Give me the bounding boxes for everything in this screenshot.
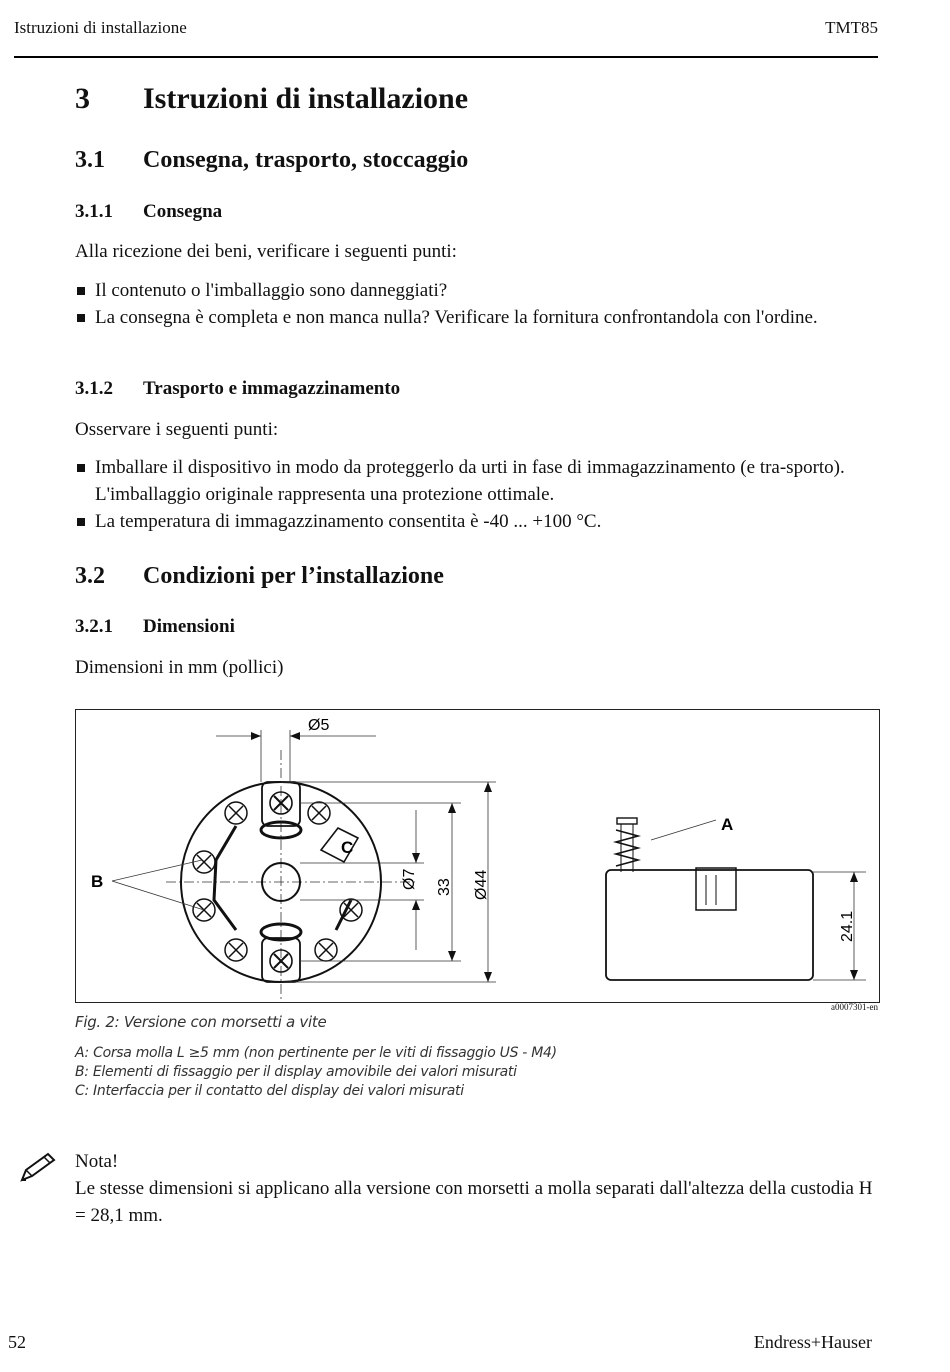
- bullet-square-icon: [77, 314, 85, 322]
- fixing-element-left: [214, 826, 236, 930]
- chapter-number: 3: [75, 82, 90, 115]
- legend-item-c: C: Interfaccia per il contatto del display dei valori misurati: [75, 1083, 464, 1099]
- section-title: Consegna, trasporto, stoccaggio: [143, 147, 469, 173]
- paragraph: Dimensioni in mm (pollici): [75, 657, 284, 678]
- dim-33-label: 33: [436, 878, 453, 896]
- housing-side-view: [606, 870, 813, 980]
- dimension-drawing: [75, 709, 880, 1003]
- dim-d5-label: Ø5: [308, 717, 330, 734]
- footer-brand: Endress+Hauser: [753, 1332, 872, 1352]
- section-title: Dimensioni: [143, 616, 235, 637]
- section-3-2-heading: [75, 563, 444, 590]
- list-item: Imballare il dispositivo in modo da proteggerlo da urti in fase di immagazzinamento (e tra-sporto). L'imballaggio originale rappresenta una protezione ottimale.: [75, 454, 865, 508]
- fixing-element-right: [336, 900, 351, 930]
- list-item: La consegna è completa e non manca nulla? Verificare la fornitura confrontandola con l'ordine.: [75, 304, 865, 331]
- section-title: Consegna: [143, 201, 223, 222]
- technical-drawing-svg: [76, 710, 879, 1002]
- list-item: La temperatura di immagazzinamento consentita è -40 ... +100 °C.: [75, 508, 865, 535]
- section-number: 3.2.1: [75, 616, 113, 637]
- dim-24-1-label: 24.1: [839, 910, 856, 942]
- bullet-list-trasporto: [75, 454, 865, 535]
- section-number: 3.1: [75, 147, 105, 173]
- header-product: TMT85: [825, 18, 878, 37]
- section-3-1-heading: [75, 147, 468, 174]
- bullet-square-icon: [77, 518, 85, 526]
- section-3-1-2-heading: [75, 378, 400, 400]
- chapter-title: [75, 82, 468, 116]
- section-title: Condizioni per l’installazione: [143, 563, 444, 589]
- bullet-square-icon: [77, 287, 85, 295]
- section-number: 3.1.1: [75, 201, 113, 222]
- figure-caption: Fig. 2: Versione con morsetti a vite: [75, 1013, 327, 1031]
- running-header: [14, 16, 878, 58]
- list-item: Il contenuto o l'imballaggio sono danneggiati?: [75, 277, 865, 304]
- note-block: [75, 1148, 875, 1229]
- legend-item-b: B: Elementi di fissaggio per il display amovibile dei valori misurati: [75, 1064, 517, 1080]
- dim-d44-label: Ø44: [473, 869, 490, 900]
- pencil-icon: [18, 1150, 58, 1186]
- callout-c: C: [341, 838, 354, 857]
- chapter-title-text: Istruzioni di installazione: [143, 82, 469, 115]
- section-title: Trasporto e immagazzinamento: [143, 378, 401, 399]
- callout-b: B: [91, 872, 104, 891]
- page-number: 52: [8, 1332, 26, 1352]
- paragraph: Alla ricezione dei beni, verificare i seguenti punti:: [75, 241, 457, 262]
- section-number: 3.2: [75, 563, 105, 589]
- dim-d7-label: Ø7: [401, 868, 418, 890]
- note-text: Le stesse dimensioni si applicano alla versione con morsetti a molla separati dall'altezza della custodia H = 28,1 mm.: [75, 1178, 873, 1226]
- section-3-2-1-heading: [75, 616, 235, 638]
- legend-item-a: A: Corsa molla L ≥5 mm (non pertinente per le viti di fissaggio US - M4): [75, 1045, 557, 1061]
- section-number: 3.1.2: [75, 378, 113, 399]
- bullet-list-consegna: [75, 277, 865, 331]
- paragraph: Osservare i seguenti punti:: [75, 419, 279, 440]
- mounting-screw-spring: [616, 818, 638, 872]
- section-3-1-1-heading: [75, 201, 222, 223]
- callout-a: A: [721, 815, 734, 834]
- figure-legend: [75, 1044, 557, 1101]
- header-section-title: Istruzioni di installazione: [14, 18, 187, 37]
- figure-code: a0007301-en: [831, 1002, 878, 1012]
- bullet-square-icon: [77, 464, 85, 472]
- note-title: Nota!: [75, 1151, 119, 1172]
